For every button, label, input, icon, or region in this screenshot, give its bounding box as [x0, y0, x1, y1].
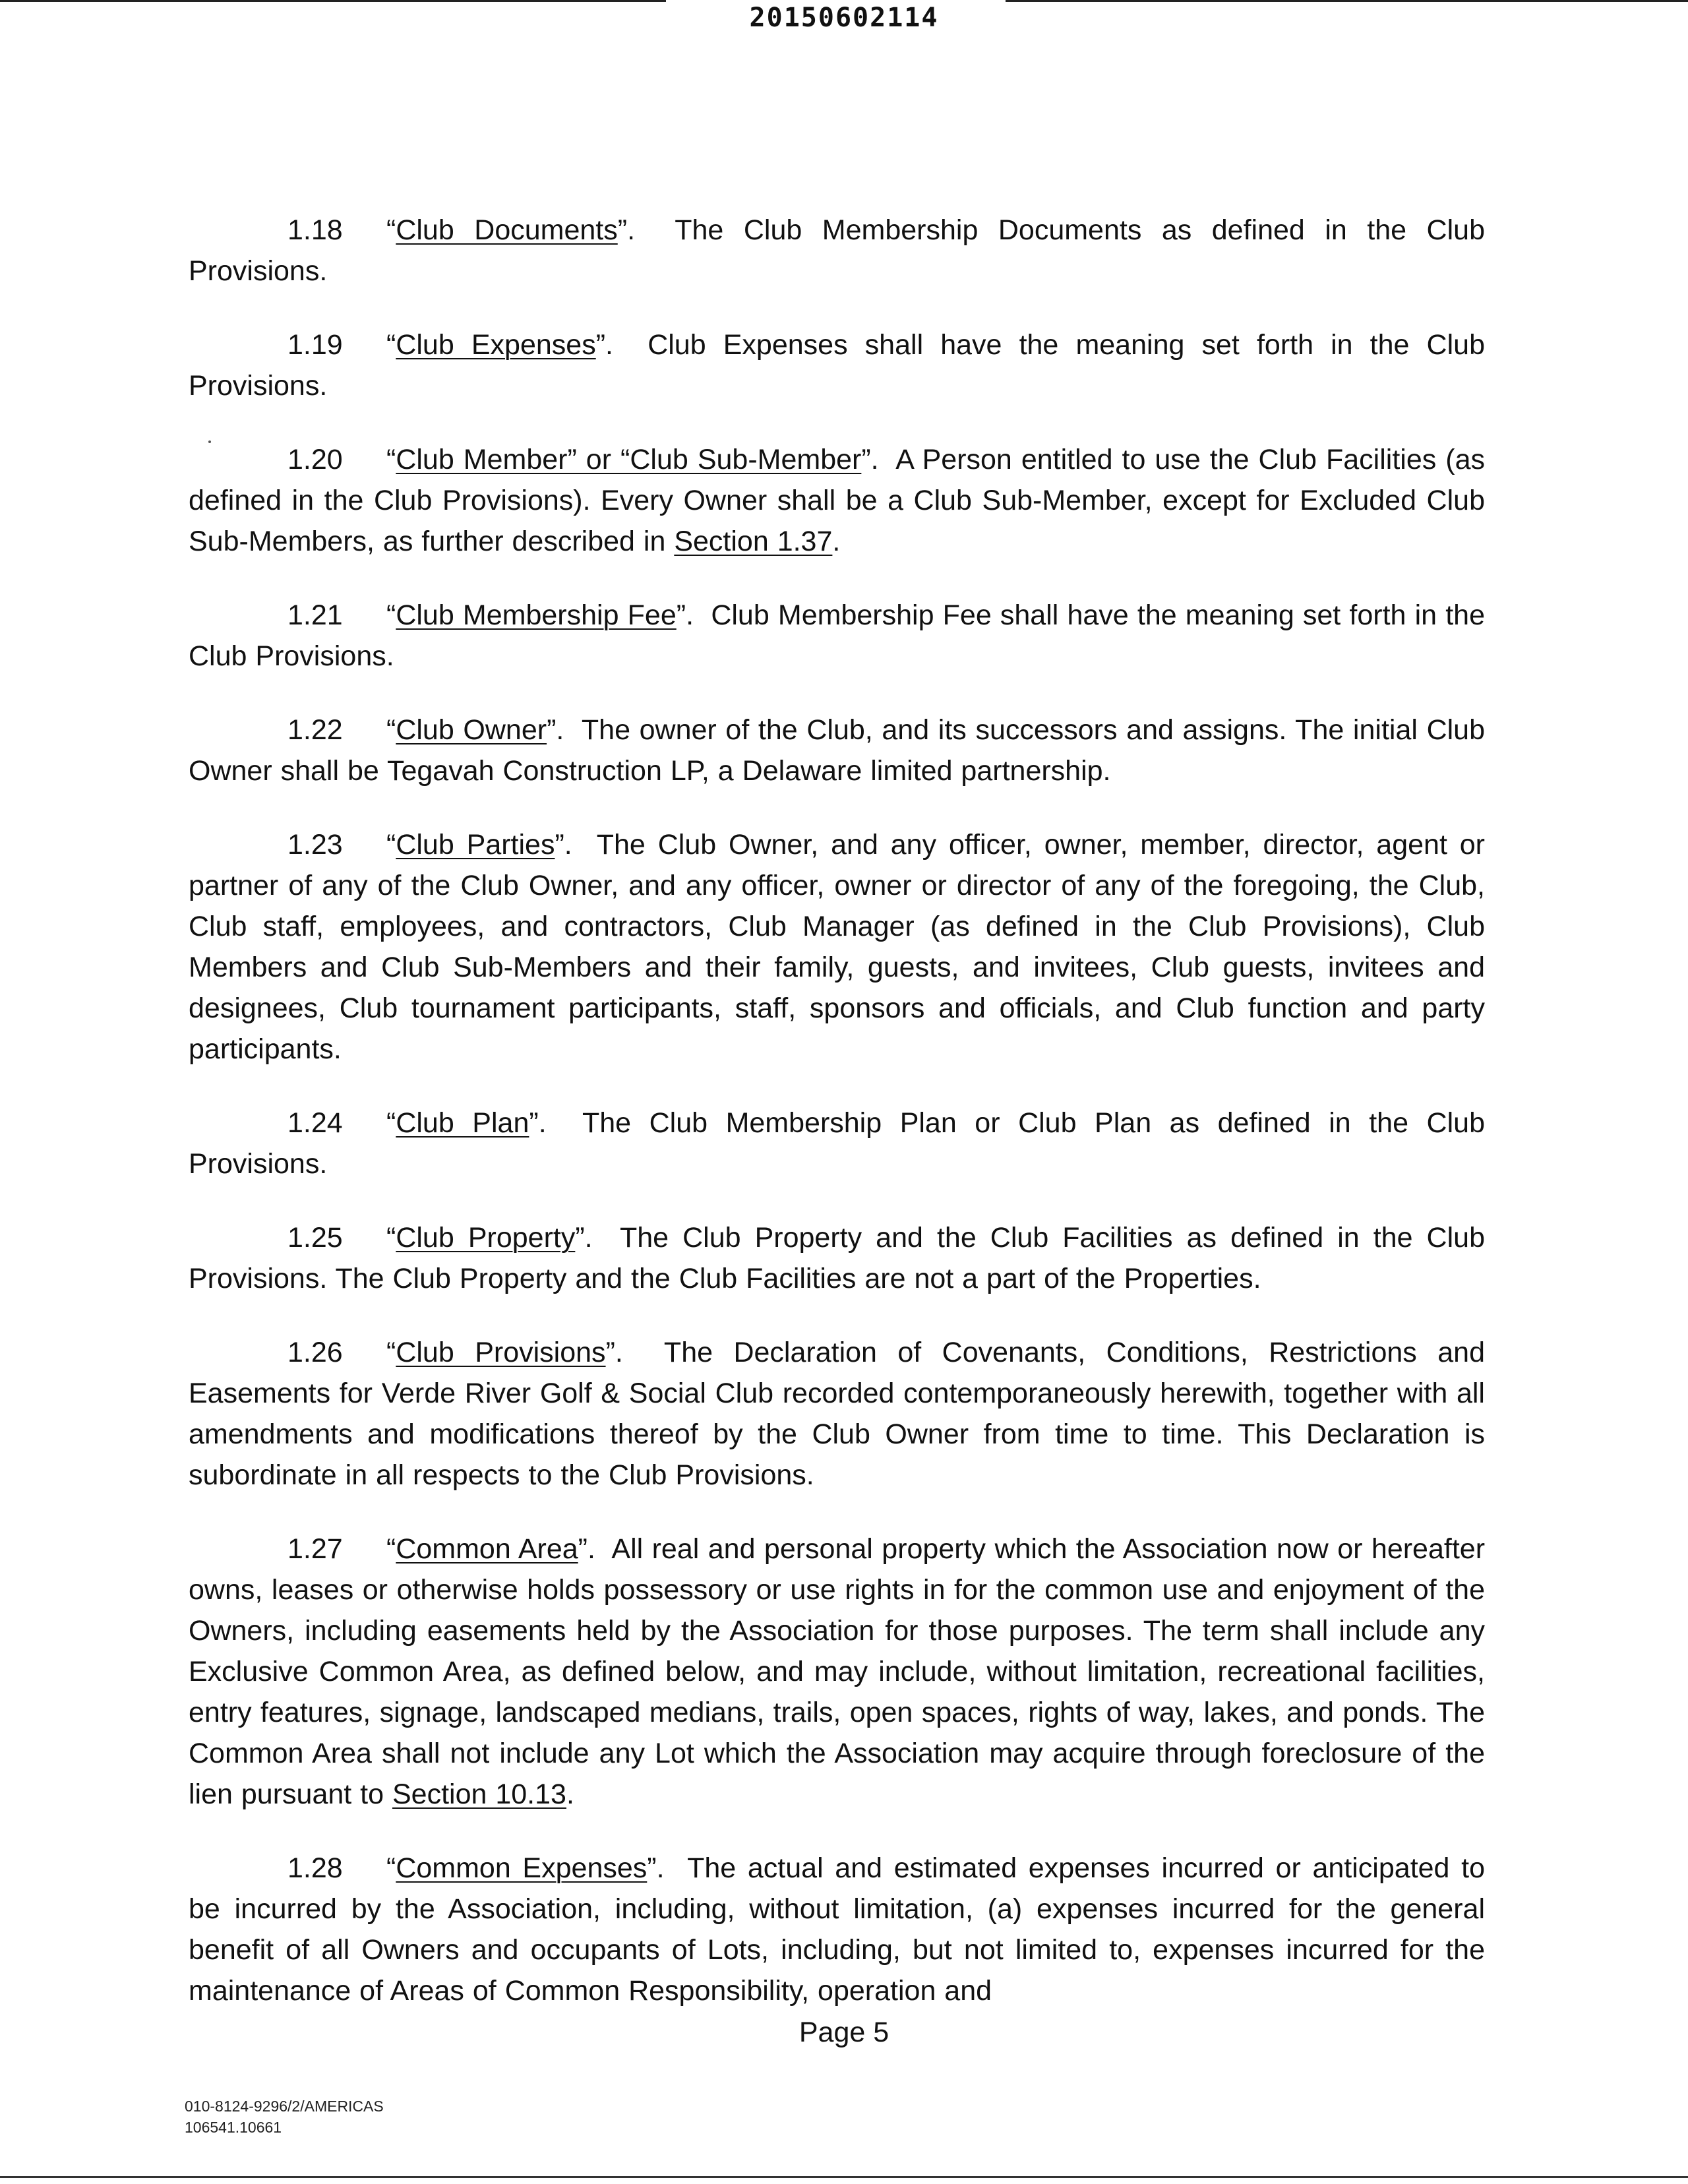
- definition-1-21: 1.21 “Club Membership Fee”. Club Membership Fee shall have the meaning set forth in the Club Provisions.: [189, 595, 1485, 677]
- trailing-punctuation: .: [566, 1778, 574, 1810]
- section-number: 1.24: [287, 1107, 343, 1139]
- footer-doc-id-line-1: 010-8124-9296/2/AMERICAS: [185, 2098, 384, 2115]
- defined-term: Common Expenses: [396, 1852, 648, 1884]
- definition-1-24: 1.24 “Club Plan”. The Club Membership Plan or Club Plan as defined in the Club Provisions.: [189, 1103, 1485, 1184]
- document-body: [189, 210, 1485, 2044]
- definition-text: The Club Membership Plan or Club Plan as defined in the Club Provisions.: [189, 1107, 1485, 1180]
- top-border-line-left: [0, 0, 666, 2]
- definition-1-19: 1.19 “Club Expenses”. Club Expenses shall have the meaning set forth in the Club Provisions.: [189, 324, 1485, 406]
- definition-text: The Club Owner, and any officer, owner, member, director, agent or partner of any of the Club Owner, and any officer, owner or director of any of the foregoing, the Club, Club staff, employees, and contractors, Club Manager (as defined in the Club Provisions), Club Members and Club Sub-Members and their family, guests, and invitees, Club guests, invitees and designees, Club tournament participants, staff, sponsors and officials, and Club function and party participants.: [189, 829, 1485, 1065]
- definition-text: Club Membership Fee shall have the meaning set forth in the Club Provisions.: [189, 599, 1485, 672]
- section-number: 1.18: [287, 214, 343, 246]
- section-number: 1.21: [287, 599, 343, 631]
- definition-1-27: 1.27 “Common Area”. All real and personal property which the Association now or hereafter owns, leases or otherwise holds possessory or use rights in for the common use and enjoyment of the Owners, including easements held by the Association for those purposes. The term shall include any Exclusive Common Area, as defined below, and may include, without limitation, recreational facilities, entry features, signage, landscaped medians, trails, open spaces, rights of way, lakes, and ponds. The Common Area shall not include any Lot which the Association may acquire through foreclosure of the lien pursuant to Section 10.13.: [189, 1529, 1485, 1815]
- definition-text: The Club Membership Documents as defined in the Club Provisions.: [189, 214, 1485, 287]
- section-reference-link[interactable]: Section 10.13: [392, 1778, 566, 1810]
- definition-1-23: 1.23 “Club Parties”. The Club Owner, and any officer, owner, member, director, agent or partner of any of the Club Owner, and any officer, owner or director of any of the foregoing, the Club, Club staff, employees, and contractors, Club Manager (as defined in the Club Provisions), Club Members and Club Sub-Members and their family, guests, and invitees, Club guests, invitees and designees, Club tournament participants, staff, sponsors and officials, and Club function and party participants.: [189, 824, 1485, 1070]
- defined-term: Common Area: [396, 1533, 578, 1565]
- top-border-line-right: [1006, 0, 1688, 2]
- section-number: 1.26: [287, 1337, 343, 1368]
- defined-term: Club Provisions: [396, 1337, 606, 1368]
- recording-number: 20150602114: [749, 3, 939, 33]
- footer-doc-id-line-2: 106541.10661: [185, 2119, 282, 2136]
- section-number: 1.25: [287, 1222, 343, 1254]
- definition-1-20: 1.20 “Club Member” or “Club Sub-Member”. A Person entitled to use the Club Facilities (as defined in the Club Provisions). Every Owner shall be a Club Sub-Member, except for Excluded Club Sub-Members, as further described in Section 1.37.: [189, 439, 1485, 562]
- section-number: 1.27: [287, 1533, 343, 1565]
- page-number: Page 5: [799, 2017, 889, 2048]
- defined-term: Club Parties: [396, 829, 555, 861]
- definition-1-25: 1.25 “Club Property”. The Club Property and the Club Facilities as defined in the Club Provisions. The Club Property and the Club Facilities are not a part of the Properties.: [189, 1217, 1485, 1299]
- defined-term: Club Member” or “Club Sub-Member: [396, 444, 862, 475]
- section-number: 1.28: [287, 1852, 343, 1884]
- section-number: 1.20: [287, 444, 343, 475]
- section-reference-link[interactable]: Section 1.37: [674, 526, 833, 557]
- section-number: 1.19: [287, 329, 343, 361]
- definition-1-28: 1.28 “Common Expenses”. The actual and estimated expenses incurred or anticipated to be incurred by the Association, including, without limitation, (a) expenses incurred for the general benefit of all Owners and occupants of Lots, including, but not limited to, expenses incurred for the maintenance of Areas of Common Responsibility, operation and: [189, 1848, 1485, 2011]
- definition-text: All real and personal property which the Association now or hereafter owns, leases or otherwise holds possessory or use rights in for the common use and enjoyment of the Owners, including easements held by the Association for those purposes. The term shall include any Exclusive Common Area, as defined below, and may include, without limitation, recreational facilities, entry features, signage, landscaped medians, trails, open spaces, rights of way, lakes, and ponds. The Common Area shall not include any Lot which the Association may acquire through foreclosure of the lien pursuant to: [189, 1533, 1486, 1810]
- definition-text: The Declaration of Covenants, Conditions, Restrictions and Easements for Verde River Golf & Social Club recorded contemporaneously herewith, together with all amendments and modifications thereof by the Club Owner from time to time. This Declaration is subordinate in all respects to the Club Provisions.: [189, 1337, 1485, 1491]
- section-number: 1.22: [287, 714, 343, 746]
- definition-1-22: 1.22 “Club Owner”. The owner of the Club, and its successors and assigns. The initial Club Owner shall be Tegavah Construction LP, a Delaware limited partnership.: [189, 710, 1485, 791]
- defined-term: Club Property: [396, 1222, 576, 1254]
- defined-term: Club Documents: [396, 214, 618, 246]
- definition-1-18: 1.18 “Club Documents”. The Club Membership Documents as defined in the Club Provisions.: [189, 210, 1485, 291]
- section-number: 1.23: [287, 829, 343, 861]
- bottom-border-line: [0, 2176, 1688, 2178]
- defined-term: Club Owner: [396, 714, 547, 746]
- defined-term: Club Plan: [396, 1107, 529, 1139]
- definition-1-26: 1.26 “Club Provisions”. The Declaration of Covenants, Conditions, Restrictions and Easements for Verde River Golf & Social Club recorded contemporaneously herewith, together with all amendments and modifications thereof by the Club Owner from time to time. This Declaration is subordinate in all respects to the Club Provisions.: [189, 1332, 1485, 1496]
- document-footer-id: [185, 2096, 384, 2138]
- definition-text: The Club Property and the Club Facilities as defined in the Club Provisions. The Club Property and the Club Facilities are not a part of the Properties.: [189, 1222, 1485, 1294]
- defined-term: Club Expenses: [396, 329, 596, 361]
- definition-text: The owner of the Club, and its successors and assigns. The initial Club Owner shall be Tegavah Construction LP, a Delaware limited partnership.: [189, 714, 1486, 787]
- definition-text: The actual and estimated expenses incurred or anticipated to be incurred by the Association, including, without limitation, (a) expenses incurred for the general benefit of all Owners and occupants of Lots, including, but not limited to, expenses incurred for the maintenance of Areas of Common Responsibility, operation and: [189, 1852, 1485, 2007]
- trailing-punctuation: .: [832, 526, 841, 557]
- defined-term: Club Membership Fee: [396, 599, 677, 631]
- definition-text: Club Expenses shall have the meaning set forth in the Club Provisions.: [189, 329, 1485, 402]
- definition-text: A Person entitled to use the Club Facilities (as defined in the Club Provisions). Every Owner shall be a Club Sub-Member, except for Excluded Club Sub-Members, as further described in: [189, 444, 1485, 557]
